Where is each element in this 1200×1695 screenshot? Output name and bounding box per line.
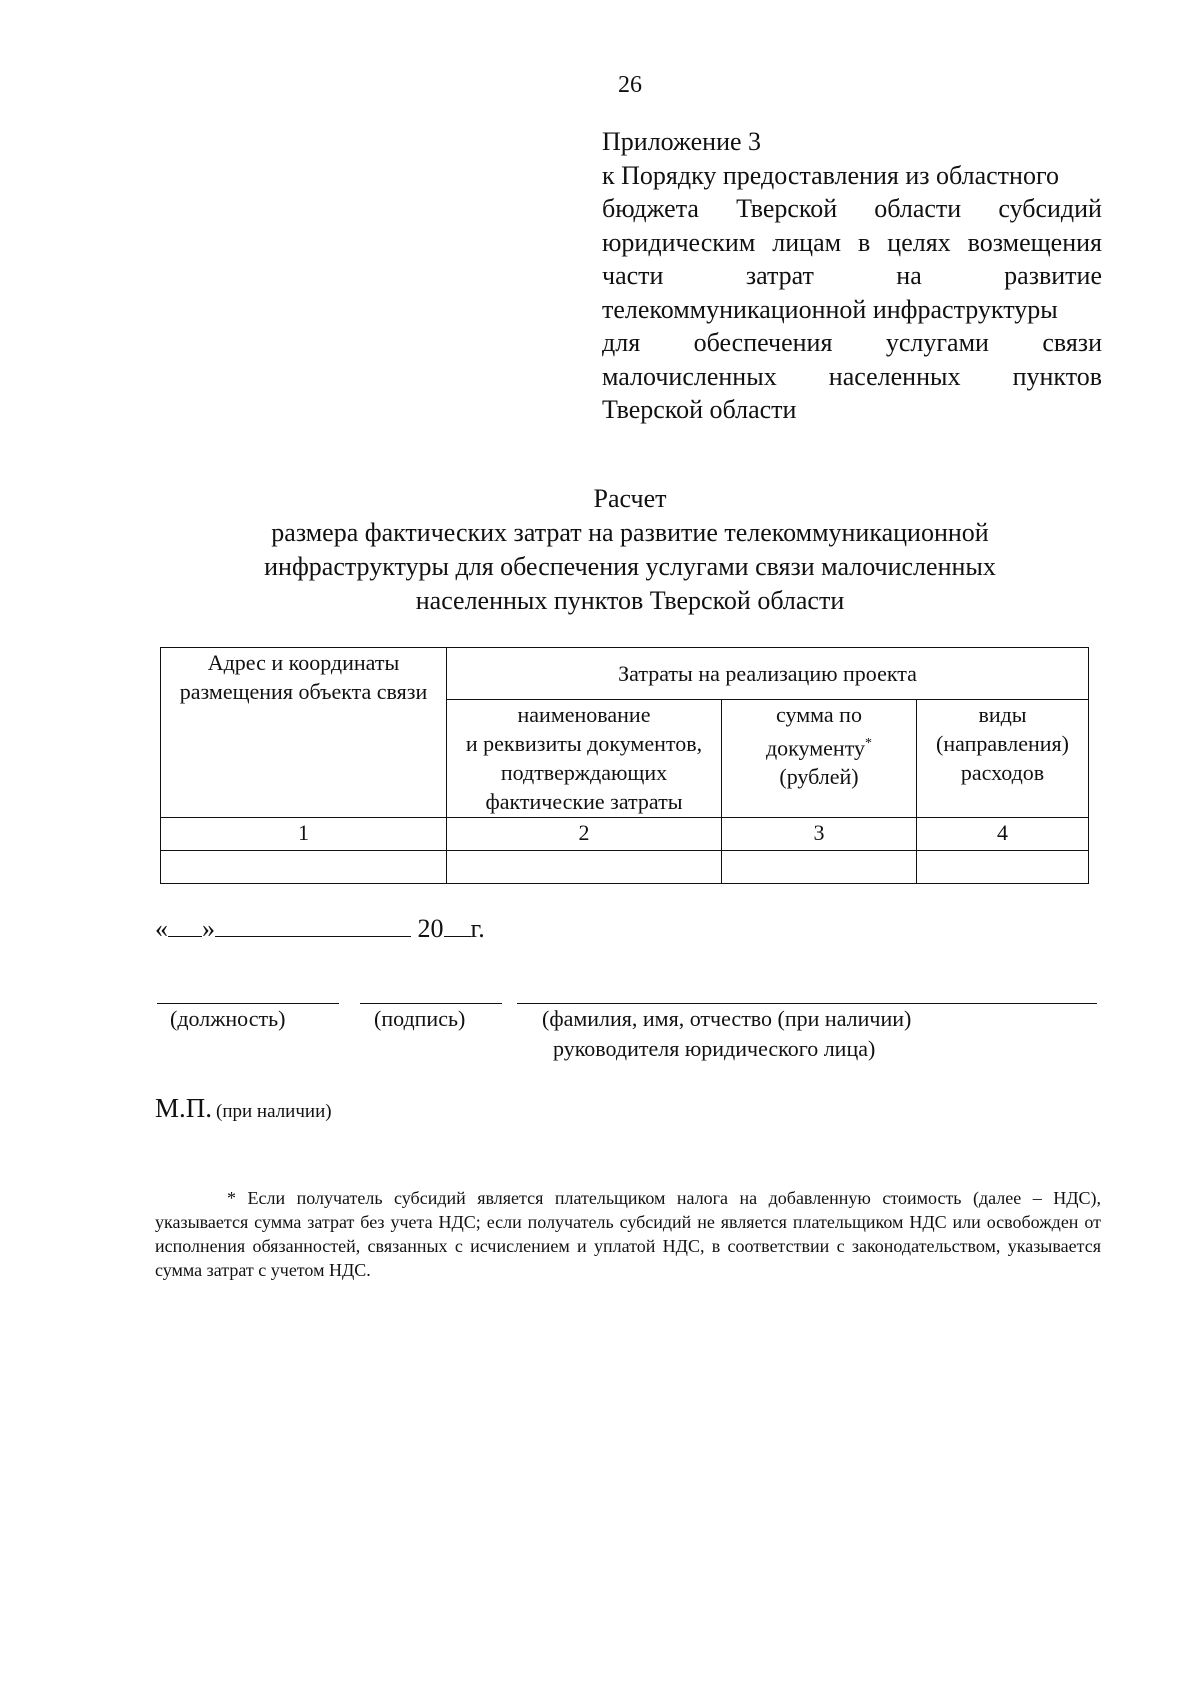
footnote <box>155 1186 1101 1282</box>
calculation-table <box>160 647 1089 884</box>
header-text: наименование <box>517 702 651 727</box>
appendix-word: услугами <box>885 328 989 357</box>
header-address-coordinates <box>161 648 447 818</box>
appendix-word: пунктов <box>1012 361 1102 391</box>
appendix-word: субсидий <box>998 194 1102 223</box>
column-number: 1 <box>161 818 447 851</box>
open-quote: « <box>155 914 168 943</box>
appendix-word: связи <box>1042 328 1102 357</box>
appendix-word: юридическим <box>602 227 756 257</box>
header-text: подтверждающих <box>500 760 668 785</box>
appendix-word: малочисленных <box>602 361 777 391</box>
title-line: населенных пунктов Тверской области <box>415 586 845 615</box>
appendix-word: для <box>602 328 641 357</box>
appendix-word: развитие <box>1004 261 1102 290</box>
appendix-word: населенных <box>828 361 961 391</box>
header-expense-types <box>917 700 1089 818</box>
signature-label: (подпись) <box>374 1006 466 1031</box>
appendix-word: лицам <box>772 227 842 257</box>
day-blank <box>168 912 202 937</box>
column-number: 2 <box>447 818 722 851</box>
appendix-word: возмещения <box>967 227 1102 257</box>
header-document-details <box>447 700 722 818</box>
appendix-line <box>602 360 1102 394</box>
stamp-note: (при наличии) <box>216 1101 332 1122</box>
name-label: руководителя юридического лица) <box>553 1036 876 1061</box>
appendix-word: в <box>858 227 871 257</box>
footnote-text: Если получатель субсидий является плательщиком налога на добавленную стоимость (далее – НДС), указывается сумма затрат без учета НДС; если получатель субсидий не является плательщиком НДС или освобожден от исполнения обязанностей, связанных с исчислением и уплатой НДС, в соответствии с законодательством, указывается сумма затрат с учетом НДС. <box>155 1188 1101 1280</box>
column-number: 3 <box>722 818 917 851</box>
footnote-marker: * <box>227 1188 236 1208</box>
appendix-word: целях <box>887 227 951 257</box>
name-label: (фамилия, имя, отчество (при наличии) <box>542 1006 912 1031</box>
title-line: размера фактических затрат на развитие телекоммуникационной <box>271 518 989 547</box>
header-text: (направления) <box>936 731 1069 756</box>
header-text: Адрес и координаты <box>207 650 400 675</box>
appendix-line: к Порядку предоставления из областного <box>602 160 1059 190</box>
header-text: размещения объекта связи <box>179 679 428 704</box>
empty-cell <box>161 851 447 884</box>
appendix-line <box>602 226 1102 260</box>
page-number: 26 <box>618 72 642 98</box>
header-text: сумма по <box>776 702 862 727</box>
header-text: и реквизиты документов, <box>465 731 703 756</box>
appendix-word: части <box>602 261 664 290</box>
close-quote: » <box>202 914 215 943</box>
header-document-sum <box>722 700 917 818</box>
empty-cell <box>917 851 1089 884</box>
header-text: фактические затраты <box>485 789 683 814</box>
appendix-word: на <box>896 261 922 290</box>
header-text: расходов <box>960 760 1045 785</box>
empty-cell <box>447 851 722 884</box>
appendix-line: Тверской области <box>602 395 797 424</box>
year-prefix: 20 <box>417 914 444 943</box>
appendix-word: области <box>874 194 962 223</box>
appendix-word: Тверской <box>736 194 838 223</box>
appendix-word: обеспечения <box>693 328 833 357</box>
title-heading: Расчет <box>593 484 667 513</box>
header-text: виды <box>978 702 1027 727</box>
header-text-part: документу <box>765 735 866 761</box>
document-title <box>160 482 1100 618</box>
year-blank <box>444 912 471 937</box>
appendix-word: бюджета <box>602 194 699 223</box>
empty-cell <box>722 851 917 884</box>
appendix-line: телекоммуникационной инфраструктуры <box>602 294 1058 324</box>
appendix-line <box>602 326 1102 360</box>
appendix-block <box>602 125 1102 427</box>
header-text: (рублей) <box>779 764 859 790</box>
date-line <box>155 912 485 944</box>
header-project-costs: Затраты на реализацию проекта <box>447 648 1089 700</box>
year-suffix: г. <box>470 914 485 943</box>
title-line: инфраструктуры для обеспечения услугами связи малочисленных <box>264 552 996 581</box>
header-text <box>724 729 914 762</box>
appendix-word: затрат <box>745 261 814 290</box>
appendix-line <box>602 192 1102 226</box>
stamp-place <box>155 1093 332 1124</box>
footnote-mark: * <box>865 736 873 751</box>
appendix-line <box>602 259 1102 293</box>
column-number: 4 <box>917 818 1089 851</box>
month-blank <box>215 912 411 937</box>
appendix-title: Приложение 3 <box>602 127 762 156</box>
stamp-label: М.П. <box>155 1093 213 1123</box>
position-label: (должность) <box>170 1006 286 1031</box>
